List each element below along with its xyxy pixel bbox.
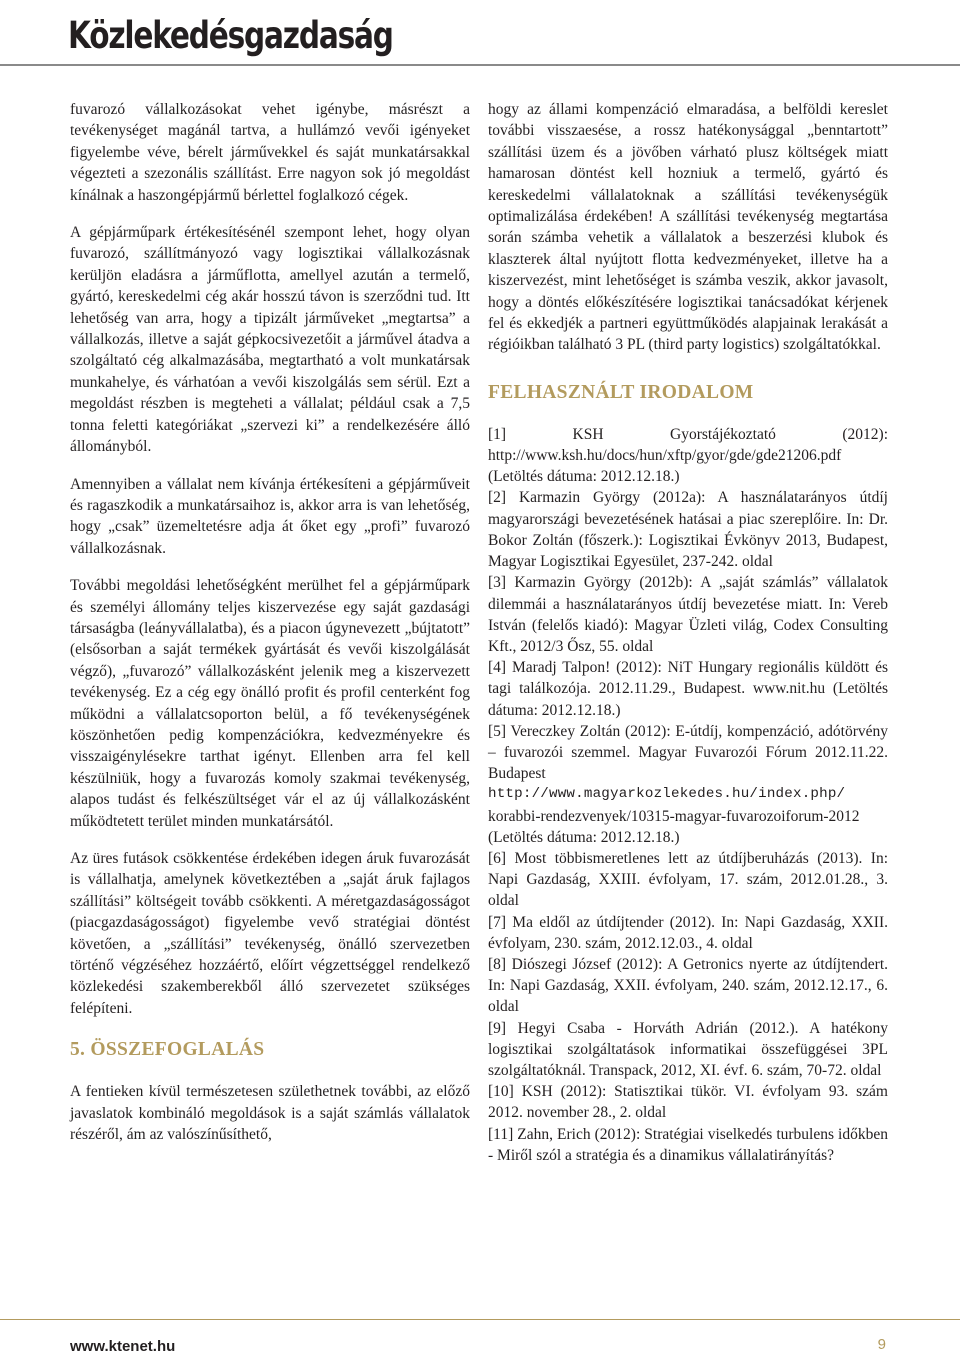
body-paragraph: Amennyiben a vállalat nem kívánja értékesíteni a gépjárműveit és ragaszkodik a munkatársaihoz is, akkor arra is van lehetőség, hogy „csak” üzemeltetésre adja át őket egy „profi” fuvarozó vállalkozásnak. [70, 475, 470, 557]
reference-item: [9] Hegyi Csaba - Horváth Adrián (2012.). A hatékony logisztikai szolgáltatások informatikai összefüggései 3PL szolgáltatóknál. Transpack, 2012, XI. évf. 6. szám, 70-72. oldal [488, 1019, 888, 1079]
section-heading-references: FELHASZNÁLT IRODALOM [488, 381, 754, 403]
reference-item: [10] KSH (2012): Statisztikai tükör. VI. évfolyam 93. szám 2012. november 28., 2. oldal [488, 1083, 888, 1122]
reference-item: [4] Maradj Talpon! (2012): NiT Hungary regionális küldött és tagi találkozója. 2012.11.29., Budapest. www.nit.hu (Letöltés dátuma: 2012.12.18.) [488, 659, 888, 719]
reference-item: [5] Vereczkey Zoltán (2012): E-útdíj, kompenzáció, adótörvény – fuvarozói szemmel. Magyar Fuvarozói Fórum 2012.11.22. Budapest [488, 722, 888, 783]
reference-item: [7] Ma eldől az útdíjtender (2012). In: Napi Gazdaság, XXII. évfolyam, 230. szám, 2012.12.03., 4. oldal [488, 913, 888, 952]
summary-paragraph: A fentieken kívül természetesen születhetnek további, az előző javaslatok kombináló megoldások is a saját számlás vállalatok részéről, ám az valószínűsíthető, [70, 1083, 470, 1144]
reference-list [488, 424, 888, 1166]
section-heading-summary: 5. ÖSSZEFOGLALÁS [70, 1039, 265, 1061]
reference-item: [1] KSH Gyorstájékoztató (2012): http://www.ksh.hu/docs/hun/xftp/gyor/gde/gde21206.pdf (Letöltés dátuma: 2012.12.18.) [488, 425, 888, 486]
body-paragraph: További megoldási lehetőségként merülhet fel a gépjárműpark és személyi állomány teljes kiszervezése egy saját gazdasági társaságba (leányvállalatba), és a piacon úgynevezett „bújtatott” (elsősorban a saját termékek gyártását és vevői kiszolgálását végző), „fuvarozó” vállalkozásként jelenik meg a kiszervezett tevékenység. Ez a cég egy önálló profit és profil centerként fog működni a vállalatcsoporton belül, a fő tevékenységének köszönhetően pedig kompenzációkra, kedvezményekre és visszaigénylésekre tarthat igényt. Ellenben arra fel kell készülniük, hogy a fuvarozás komoly szakmai tevékenység, alapos tudást és felkészültséget vár el az új vállalkozásként működtetett terület minden munkatársától. [70, 577, 470, 830]
footer-website: www.ktenet.hu [70, 1338, 176, 1355]
journal-title: Közlekedésgazdaság [68, 14, 393, 57]
page-number: 9 [877, 1336, 886, 1353]
footer-divider [0, 1319, 960, 1320]
body-paragraph: Az üres futások csökkentése érdekében idegen áruk fuvarozását is vállalhatja, amelynek következtében a „saját áruk fajlagos szállítási” költségeit tovább csökkenti. A méretgazdaságosságot (piacgazdaságosságot) figyelembe vevő stratégiai döntést követően, a „szállítási” tevékenység, önálló szervezetben történő végzéséhez hozzáértő, előírt végzettséggel rendelkező közlekedési szakemberekből álló szervezetet szükséges felépíteni. [70, 850, 470, 1017]
reference-item: korabbi-rendezvenyek/10315-magyar-fuvarozoiforum-2012 (Letöltés dátuma: 2012.12.18.) [488, 807, 860, 846]
reference-item: [8] Diószegi József (2012): A Getronics nyerte az útdíjtendert. In: Napi Gazdaság, XXII. évfolyam, 240. szám, 2012.12.17., 6. oldal [488, 955, 888, 1016]
body-paragraph: fuvarozó vállalkozásokat vehet igénybe, másrészt a tevékenységet magánál tartva, a hullámzó vevői igényeket figyelembe véve, bérelt járművekkel és saját munkatársakkal végezteti a szezonális szállítást. Erre nagyon sok jó megoldást kínálnak a haszongépjármű bérlettel foglalkozó cégek. [70, 101, 470, 204]
reference-url-line: http://www.magyarkozlekedes.hu/index.php/ [488, 786, 846, 803]
body-paragraph: A gépjárműpark értékesítésénél szempont lehet, hogy olyan fuvarozó, szállítmányozó vagy logisztikai vállalkozásnak kerüljön eladásra a járműflotta, amellyel azután a termelő, gyártó, kereskedelmi cég akár hosszú távon is szerződni tud. Itt lehetőség van arra, hogy a tipizált járműveket „megtartsa” a vállalkozás, illetve a saját gépkocsivezetőit a járművel átadva a szolgáltató cég alkalmazásába, megtartható a volt munkatársak munkahelye, és várhatóan a vevői kiszolgálás sem sérül. Ezt a megoldást részben is megteheti a vállalat; például csak a 7,5 tonna feletti kategóriákat „szervezi ki” a rendelkezésére álló állományból. [70, 224, 470, 456]
reference-item: [2] Karmazin György (2012a): A használatarányos útdíj magyarországi bevezetésének hatásai a piac szereplőire. In: Dr. Bokor Zoltán (főszerk.): Logisztikai Évkönyv 2013, Budapest, Magyar Logisztikai Egyesület, 237-242. oldal [488, 489, 888, 571]
reference-item: [11] Zahn, Erich (2012): Stratégiai viselkedés turbulens időkben - Miről szól a stratégia és a dinamikus vállalatirányítás? [488, 1125, 888, 1164]
reference-item: [3] Karmazin György (2012b): A „saját számlás” vállalatok dilemmái a használatarányos útdíj bevezetése miatt. In: Vereb István (felelős kiadó): Magyar Üzleti világ, Codex Consulting Kft., 2012/3 Ősz, 55. oldal [488, 574, 888, 655]
body-paragraph: hogy az állami kompenzáció elmaradása, a belföldi kereslet további visszaesése, a rossz hatékonysággal „benntartott” szállítási üzem és a jövőben várható plusz költségek miatt hamarosan döntést kell hozniuk a termelő, gyártó és kereskedelmi vállalatoknak a szállítási tevékenységük optimalizálása érdekében! A szállítási tevékenység megtartása során számba vehetik a vállalatok a beszerzési klubok és klaszterek által nyújtott flotta kedvezményeket, illetve ha a kiszervezést, mint lehetőséget is számba veszik, akkor javasolt, hogy a döntés előkészítésére logisztikai tanácsadókat kérjenek fel és ekkedjék a partneri együttműködés alapjainak lerakását a régióikban található 3 PL (third party logistics) szolgáltatókkal. [488, 101, 888, 354]
right-column [488, 99, 888, 1166]
left-column [70, 99, 470, 1145]
reference-item: [6] Most többismeretlenes lett az útdíjberuházás (2013). In: Napi Gazdaság, XXIII. évfolyam, 17. szám, 2012.01.28., 3. oldal [488, 849, 888, 910]
header-divider [0, 64, 960, 66]
